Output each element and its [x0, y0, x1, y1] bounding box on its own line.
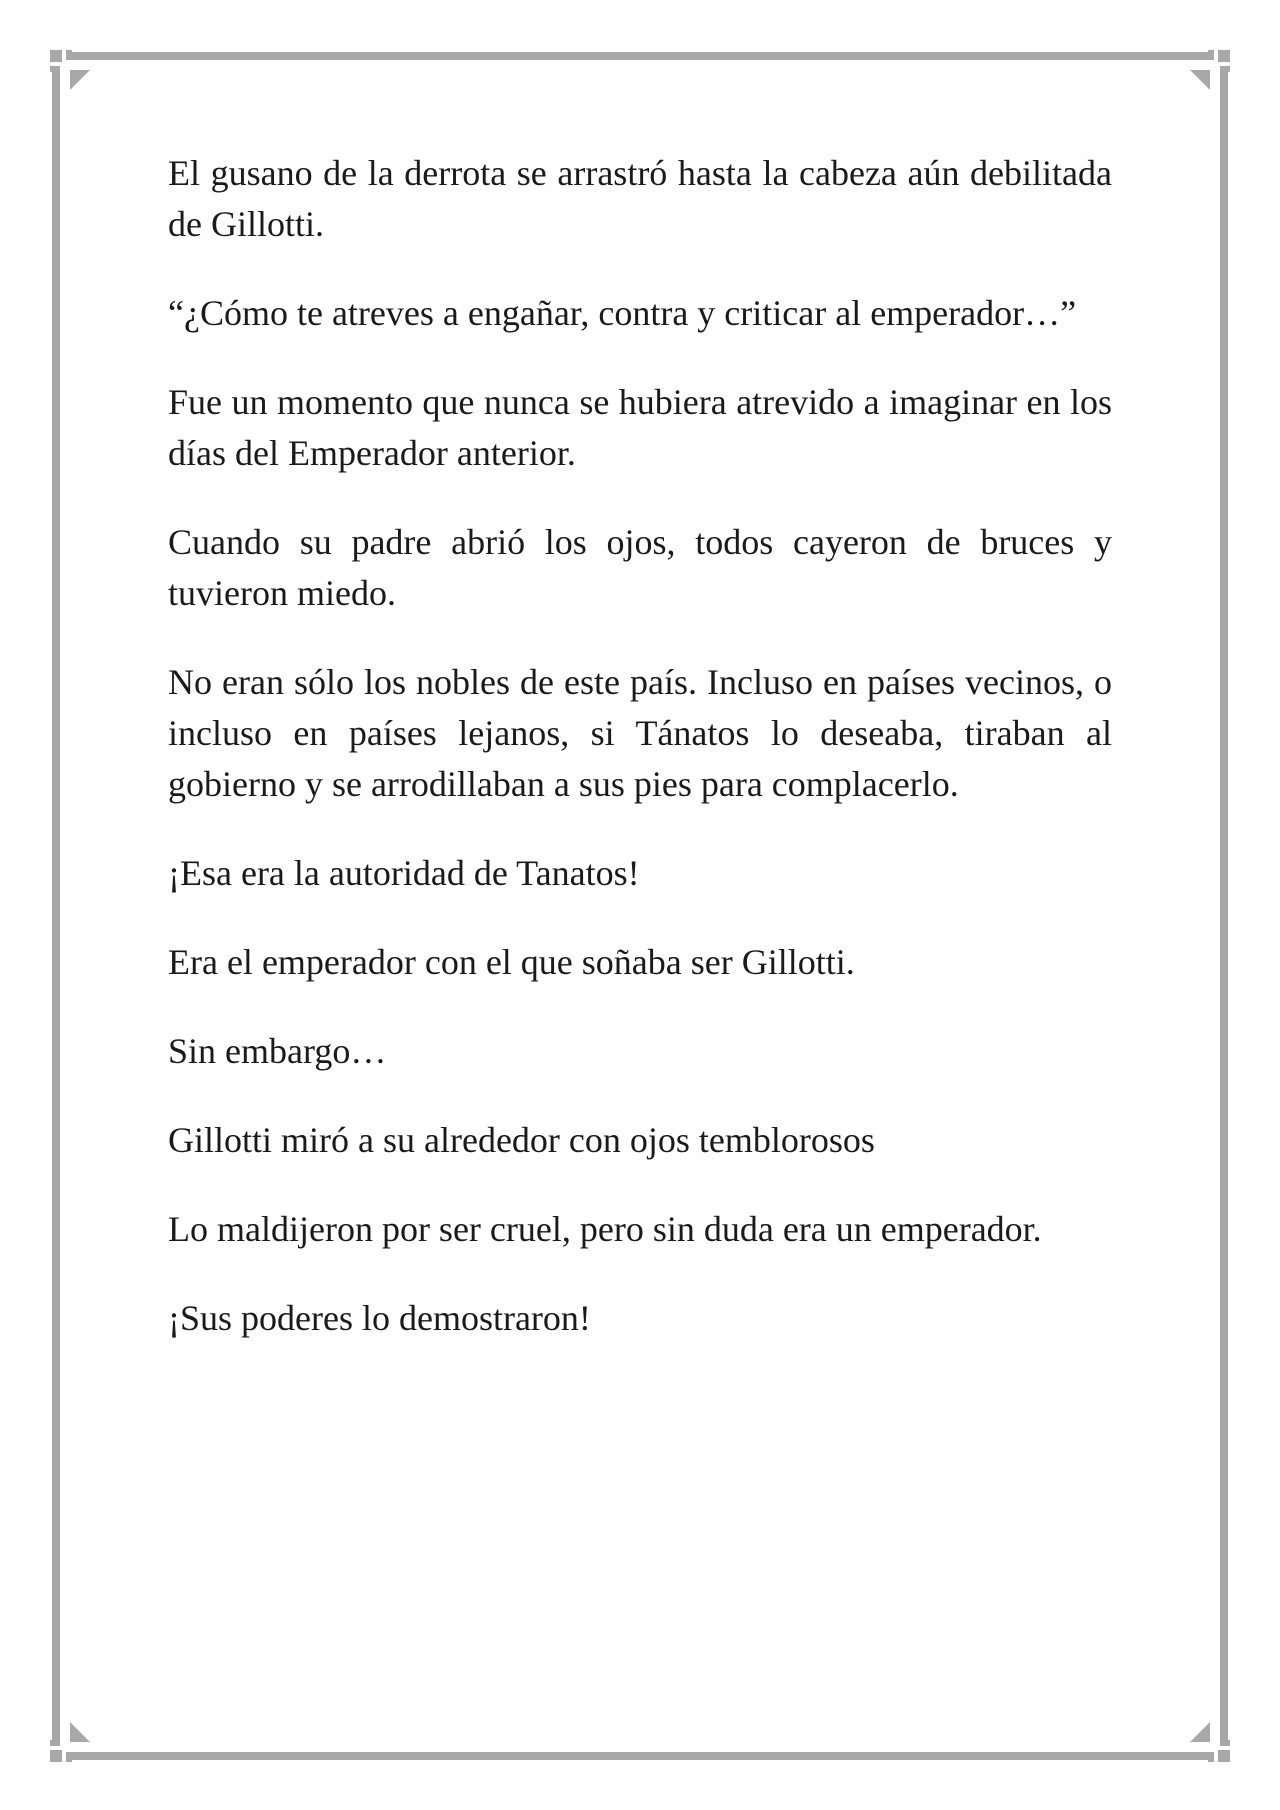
paragraph-5: No eran sólo los nobles de este país. Incluso en países vecinos, o incluso en países lejanos, si Tánatos lo deseaba, tiraban al gobierno y se arrodillaban a sus pies para complacerlo. [168, 662, 1112, 804]
paragraph-9: Gillotti miró a su alrededor con ojos temblorosos [168, 1120, 875, 1160]
paragraph-2: “¿Cómo te atreves a engañar, contra y criticar al emperador…” [168, 293, 1077, 333]
paragraph-10: Lo maldijeron por ser cruel, pero sin duda era un emperador. [168, 1209, 1042, 1249]
paragraph-3: Fue un momento que nunca se hubiera atrevido a imaginar en los días del Emperador anterior. [168, 382, 1112, 473]
paragraph-8: Sin embargo… [168, 1031, 387, 1071]
paragraph-6: ¡Esa era la autoridad de Tanatos! [168, 853, 640, 893]
paragraph-11: ¡Sus poderes lo demostraron! [168, 1298, 591, 1338]
paragraph-1: El gusano de la derrota se arrastró hasta la cabeza aún debilitada de Gillotti. [168, 153, 1112, 244]
document-body [168, 148, 1112, 1382]
paragraph-4: Cuando su padre abrió los ojos, todos cayeron de bruces y tuvieron miedo. [168, 522, 1112, 613]
paragraph-7: Era el emperador con el que soñaba ser Gillotti. [168, 942, 855, 982]
